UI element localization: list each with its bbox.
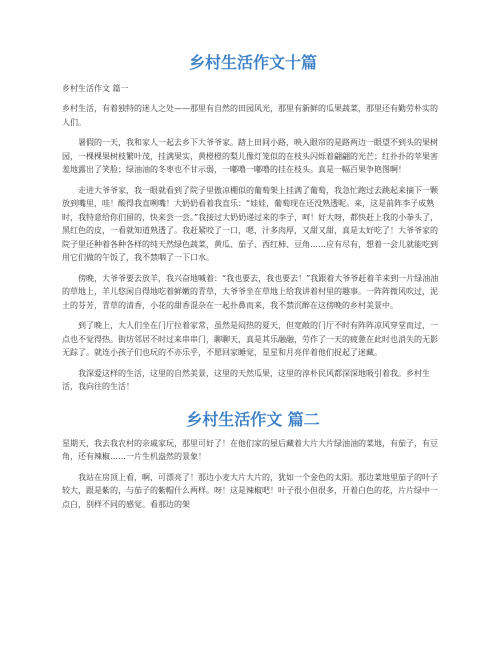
paragraph-s1-1: 乡村生活，有着独特的迷人之处——那里有自然的田园风光，那里有新鲜的瓜果蔬菜，那里还有勤劳朴实的人们。 (62, 104, 438, 127)
section-title: 乡村生活作文 篇二 (186, 409, 320, 429)
paragraph-s2-2: 我站在房顶上看，啊，可漂亮了！那边小麦大片大片的，犹如一个金色的太阳。那边菜地里茄子的叶子较大，跟是紫的，与茄子的紫帽什么两样。呀！这是辣椒吧！叶子很小但很多，开着白色的花，片片绿中一点白，别样不同的感觉。看那边的架 (62, 472, 438, 509)
paragraph-s1-6: 我深爱这样的生活，这里的自然美景，这里的天然瓜果，这里的淳朴民风都深深地吸引着我。乡村生活，我向往的生活！ (62, 368, 430, 391)
paragraph-s2-1: 星期天，我去我农村的亲戚家玩，那里可好了！在他们家的屋后藏着大片大片绿油油的菜地，有茄子，有豆角，还有辣椒……一片生机盎然的景象！ (62, 438, 438, 461)
paragraph-s1-5: 到了晚上，大人们坐在门厅拉着家常，虽然是闷热的夏天，但宽敞的门厅不时有阵阵凉风穿堂而过，一点也不觉得热。街坊邻居不时过来串串门，聊聊天，真是其乐融融，劳作了一天的疲惫在此时也消失的无影无踪了。就连小孩子们也玩的不亦乐乎，不愿回家睡觉，星星和月亮伴着他们捉起了迷藏。 (62, 321, 438, 357)
document-title: 乡村生活作文十篇 (188, 53, 317, 72)
paragraph-s1-3: 走进大爷爷家，我一眼就看到了院子里傲凉棚似的葡萄架上挂满了葡萄，我急忙跑过去跳起来摘下一颗放到嘴里，哇！酸得我直咧嘴！大奶奶看着我直乐：“娃娃，葡萄现在还没熟透呢。来，这是前阵李子成熟时，我特意给你们留的，快来尝一尝。”我接过大奶奶递过来的李子，呵！好大呀，都快赶上我的小拳头了，黑红色的皮，一看就知道熟透了。我赶紧咬了一口，嗯，汁多肉厚，又甜又甜，真是太好吃了！大爷爷家的院子里还种着各种各样的纯天然绿色蔬菜，黄瓜、茄子、西红柿、豆角……应有尽有，想着一会儿就能吃到用它们做的午饭了，我不禁咽了一下口水。 (62, 185, 439, 262)
section-label: 乡村生活作文 篇一 (62, 84, 129, 93)
paragraph-s1-4: 傍晚，大爷爷要去放羊，我兴奋地喊着：“我也要去，我也要去！”我跟着大爷爷赶着羊来到一片绿油油的草地上，羊儿悠闲自得地吃着鲜嫩的青草，大爷爷坐在草地上给我讲着村里的趣事。一阵阵微风吹过，泥土的芬芳，青草的清香，小花的甜香混杂在一起扑鼻而来，我不禁沉醉在这傍晚的乡村美景中。 (62, 273, 439, 310)
paragraph-s1-2: 暑假的一天，我和家人一起去乡下大爷爷家。踏上田间小路，映入眼帘的是路两边一眼望不到头的果树园，一棵棵果树枝繁叶茂，挂满果实，黄橙橙的梨儿像灯笼似的在枝头闪烁着翩翩的光芒；红扑扑的苹果害羞地露出了笑脸；绿油油的冬枣也不甘示弱，一嘟噜一嘟噜的挂在枝头。真是一幅百果争艳图啊！ (62, 138, 438, 174)
